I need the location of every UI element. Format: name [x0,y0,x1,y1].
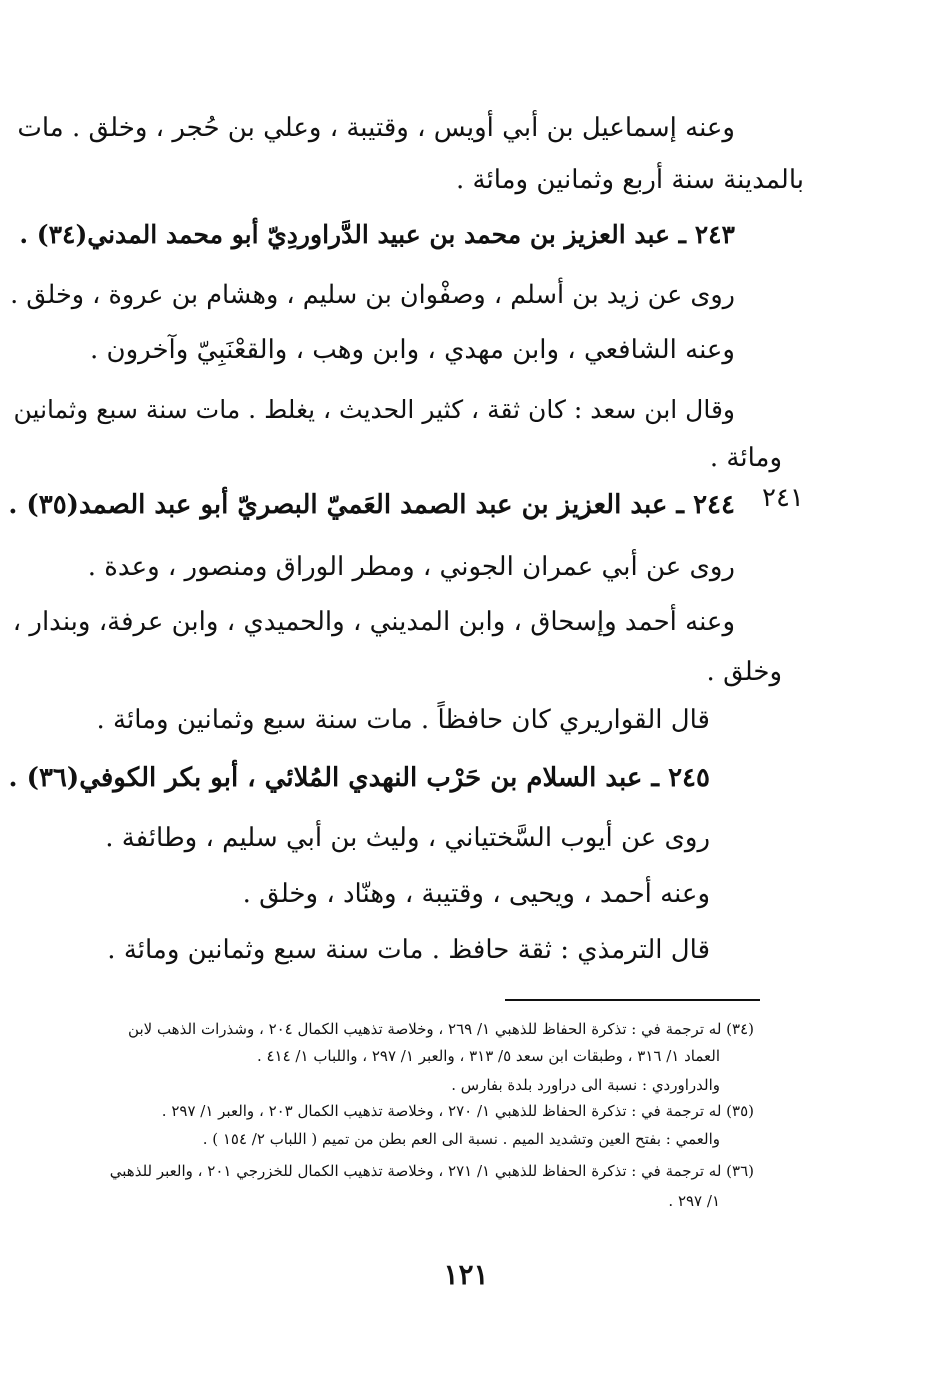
footnote-34-cont: العماد ١/ ٣١٦ ، وطبقات ابن سعد ٥/ ٣١٣ ، والعبر ١/ ٢٩٧ ، واللباب ١/ ٤١٤ . [256,1047,720,1065]
entry-244-heading: ٢٤٤ ـ عبد العزيز بن عبد الصمد العَميّ البصريّ أبو عبد الصمد(٣٥) . [8,490,735,520]
text-line-15: وعنه أحمد ، ويحيى ، وقتيبة ، وهنّاد ، وخلق . [242,879,710,909]
page-number: ١٢١ [443,1258,489,1291]
text-line-6: وقال ابن سعد : كان ثقة ، كثير الحديث ، يغلط . مات سنة سبع وثمانين [13,395,735,424]
text-line-12: قال القواريري كان حافظاً . مات سنة سبع وثمانين ومائة . [96,705,710,735]
footnote-34: (٣٤) له ترجمة في : تذكرة الحفاظ للذهبي ١/ ٢٦٩ ، وخلاصة تذهيب الكمال ٢٠٤ ، وشذرات الذهب لابن [128,1020,754,1038]
text-line-14: روى عن أيوب السَّختياني ، وليث بن أبي سليم ، وطائفة . [105,823,710,853]
text-line-10: وعنه أحمد وإسحاق ، وابن المديني ، والحميدي ، وابن عرفة، وبندار ، [12,607,735,637]
footnote-34-note: والدراوردي : نسبة الى دراورد بلدة بفارس . [451,1076,720,1094]
entry-245-heading: ٢٤٥ ـ عبد السلام بن حَرْب النهدي المُلائي ، أبو بكر الكوفي(٣٦) . [8,763,710,793]
text-line-16: قال الترمذي : ثقة حافظ . مات سنة سبع وثمانين ومائة . [107,935,710,965]
footnote-separator [505,999,760,1001]
footnote-35: (٣٥) له ترجمة في : تذكرة الحفاظ للذهبي ١/ ٢٧٠ ، وخلاصة تذهيب الكمال ٢٠٣ ، والعبر ١/ ٢٩٧ . [161,1102,754,1120]
entry-243-heading: ٢٤٣ ـ عبد العزيز بن محمد بن عبيد الدَّراوردِيّ أبو محمد المدني(٣٤) . [19,220,735,249]
footnote-36: (٣٦) له ترجمة في : تذكرة الحفاظ للذهبي ١/ ٢٧١ ، وخلاصة تذهيب الكمال للخزرجي ٢٠١ ، والعبر للذهبي [109,1162,754,1180]
text-line-5: وعنه الشافعي ، وابن مهدي ، وابن وهب ، والقعْنَبِيّ وآخرون . [89,335,735,365]
text-line-11: وخلق . [706,657,782,687]
text-line-9: روى عن أبي عمران الجوني ، ومطر الوراق ومنصور ، وعدة . [87,552,735,582]
footnote-36-cont: ١/ ٢٩٧ . [668,1192,720,1210]
text-line-4: روى عن زيد بن أسلم ، وصفْوان بن سليم ، وهشام بن عروة ، وخلق . [10,280,735,310]
text-line-7: ومائة . [709,443,782,473]
text-line-1: وعنه إسماعيل بن أبي أويس ، وقتيبة ، وعلي بن حُجر ، وخلق . مات [17,113,735,143]
footnote-35-note: والعمي : بفتح العين وتشديد الميم . نسبة الى العم بطن من تميم ( اللباب ٢/ ١٥٤ ) . [202,1130,720,1148]
text-line-2: بالمدينة سنة أربع وثمانين ومائة . [456,165,804,195]
margin-page-number: ٢٤١ [762,483,804,513]
